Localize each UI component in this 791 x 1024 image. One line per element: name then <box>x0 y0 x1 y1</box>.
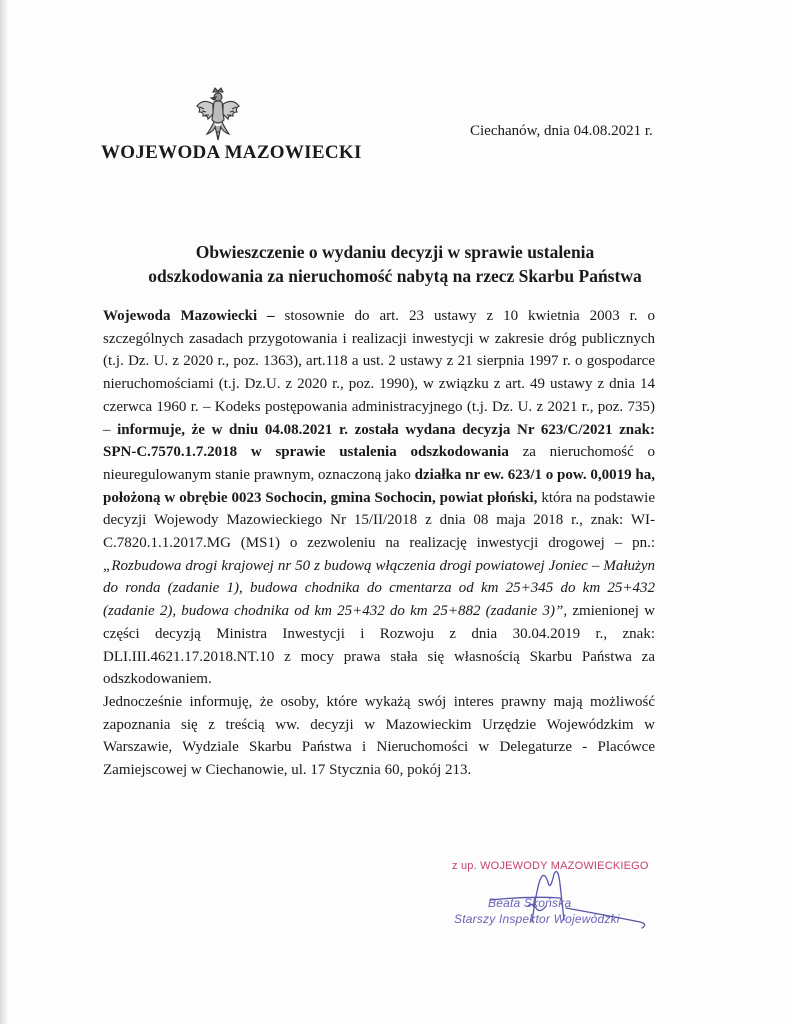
polish-eagle-emblem-icon <box>193 86 243 144</box>
body-permit-info: która na podstawie decyzji Wojewody Mazowieckiego Nr 15/II/2018 z dnia 08 maja 2018 r., znak: WI-C.7820.1.1.2017.MG (MS1) o zezwoleniu na realizację inwestycji drogowej – pn.: <box>103 489 655 552</box>
body-paragraph-2: Jednocześnie informuję, że osoby, które wykażą swój interes prawny mają możliwość zapoznania się z treścią ww. decyzji w Mazowieckim Urzędzie Wojewódzkim w Warszawie, Wydziale Skarbu Państwa i Nieruchomości w Delegaturze - Placówce Zamiejscowej w Ciechanowie, ul. 17 Stycznia 60, pokój 213. <box>103 693 655 779</box>
place-and-date: Ciechanów, dnia 04.08.2021 r. <box>470 123 653 139</box>
stamp-signatory-name: Beata Skońska <box>488 896 572 910</box>
stamp-signatory-role: Starszy Inspektor Wojewódzki <box>454 912 620 926</box>
body-property-status: za nieruchomość o nieuregulowanym stanie prawnym, oznaczoną jako <box>103 444 655 483</box>
handwritten-signature-icon <box>470 862 660 932</box>
body-parcel-info: działka nr ew. 623/1 o pow. 0,0019 ha, położoną w obrębie 0023 Sochocin, gmina Sochocin, powiat płoński, <box>103 466 655 506</box>
body-decision-info: informuje, że w dniu 04.08.2021 r. została wydana decyzja Nr 623/C/2021 znak: SPN-C.7570.1.7.2018 w sprawie ustalenia odszkodowania <box>103 421 655 461</box>
body-legal-basis: stosownie do art. 23 ustawy z 10 kwietnia 2003 r. o szczególnych zasadach przygotowania i realizacji inwestycji w zakresie dróg publicznych (t.j. Dz. U. z 2020 r., poz. 1363), art.118 a ust. 2 ustawy z 21 sierpnia 1997 r. o gospodarce nieruchomościami (t.j. Dz.U. z 2020 r., poz. 1990), w związku z art. 49 ustawy z dnia 14 czerwca 1960 r. – Kodeks postępowania administracyjnego (t.j. Dz. U. z 2021 r., poz. 735) – <box>103 308 655 438</box>
scan-edge-shadow <box>0 0 8 1024</box>
issuing-authority: WOJEWODA MAZOWIECKI <box>101 142 362 163</box>
body-paragraph-1 <box>103 305 655 691</box>
body-authority-name: Wojewoda Mazowiecki – <box>103 308 275 324</box>
document-body <box>103 305 655 782</box>
title-line-2: odszkodowania za nieruchomość nabytą na rzecz Skarbu Państwa <box>148 266 642 286</box>
stamp-authorization-line: z up. WOJEWODY MAZOWIECKIEGO <box>452 860 649 872</box>
title-line-1: Obwieszczenie o wydaniu decyzji w sprawie ustalenia <box>195 242 595 262</box>
body-ownership-transfer: , zmienionej w części decyzją Ministra Inwestycji i Rozwoju z dnia 30.04.2019 r., znak: DLI.III.4621.17.2018.NT.10 z mocy prawa stała się własnością Skarbu Państwa za odszkodowaniem. <box>103 603 655 688</box>
body-investment-name: „Rozbudowa drogi krajowej nr 50 z budową włączenia drogi powiatowej Joniec – Małużyn do ronda (zadanie 1), budowa chodnika do cmentarza od km 25+345 do km 25+432 (zadanie 2), budowa chodnika od km 25+432 do km 25+882 (zadanie 3)” <box>103 557 655 620</box>
document-title <box>95 240 695 288</box>
